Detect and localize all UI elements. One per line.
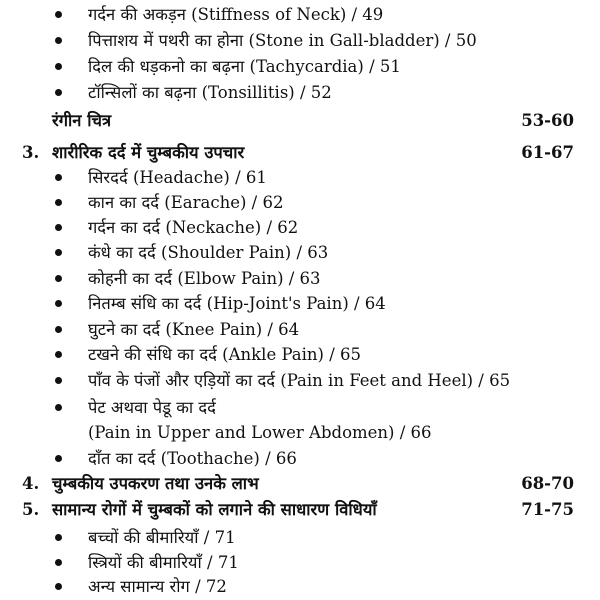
entry-title: रंगीन चित्र — [52, 111, 112, 130]
item-text: नितम्ब संधि का दर्द (Hip-Joint's Pain) / 64 — [88, 294, 386, 313]
list-item — [0, 446, 600, 472]
section-heading-4 — [0, 471, 600, 497]
section-heading-3 — [0, 140, 600, 166]
bullet-icon — [55, 11, 62, 18]
item-text: बच्चों की बीमारियाँ / 71 — [88, 528, 236, 547]
list-item — [0, 165, 600, 191]
bullet-icon — [55, 326, 62, 333]
list-item — [0, 525, 600, 551]
list-item — [0, 342, 600, 368]
list-item — [0, 2, 600, 28]
bullet-icon — [55, 300, 62, 307]
list-item — [0, 190, 600, 216]
bullet-icon — [55, 63, 62, 70]
list-item-continuation — [0, 420, 600, 446]
bullet-icon — [55, 404, 62, 411]
item-text: कान का दर्द (Earache) / 62 — [88, 193, 284, 212]
bullet-icon — [55, 351, 62, 358]
bullet-icon — [55, 275, 62, 282]
bullet-icon — [55, 559, 62, 566]
item-text: कोहनी का दर्द (Elbow Pain) / 63 — [88, 269, 321, 288]
item-text: (Pain in Upper and Lower Abdomen) / 66 — [88, 423, 432, 442]
item-text: सिरदर्द (Headache) / 61 — [88, 168, 267, 187]
section-title: शारीरिक दर्द में चुम्बकीय उपचार — [52, 143, 245, 162]
list-item — [0, 550, 600, 576]
item-text: अन्य सामान्य रोग / 72 — [88, 577, 227, 596]
item-text: गर्दन का दर्द (Neckache) / 62 — [88, 218, 299, 237]
page-range: 71-75 — [521, 500, 574, 519]
item-text: कंधे का दर्द (Shoulder Pain) / 63 — [88, 243, 329, 262]
bullet-icon — [55, 37, 62, 44]
page-range: 68-70 — [521, 474, 574, 493]
list-item — [0, 80, 600, 106]
list-item — [0, 240, 600, 266]
list-item — [0, 395, 600, 421]
section-title: चुम्बकीय उपकरण तथा उनके लाभ — [52, 474, 259, 493]
section-heading-5 — [0, 497, 600, 523]
colour-pages-entry — [0, 108, 600, 134]
item-text: पित्ताशय में पथरी का होना (Stone in Gall-bladder) / 50 — [88, 31, 477, 50]
page-range: 61-67 — [521, 143, 574, 162]
list-item — [0, 291, 600, 317]
item-text: स्त्रियों की बीमारियाँ / 71 — [88, 553, 239, 572]
bullet-icon — [55, 249, 62, 256]
item-text: दिल की धड़कनो का बढ़ना (Tachycardia) / 51 — [88, 57, 401, 76]
page-range: 53-60 — [521, 111, 574, 130]
bullet-icon — [55, 174, 62, 181]
item-text: टॉन्सिलों का बढ़ना (Tonsillitis) / 52 — [88, 83, 332, 102]
section-number: 5. — [22, 500, 40, 519]
item-text: दाँत का दर्द (Toothache) / 66 — [88, 449, 297, 468]
item-text: घुटने का दर्द (Knee Pain) / 64 — [88, 320, 300, 339]
bullet-icon — [55, 224, 62, 231]
list-item — [0, 215, 600, 241]
list-item — [0, 368, 600, 394]
bullet-icon — [55, 89, 62, 96]
section-number: 4. — [22, 474, 40, 493]
section-title: सामान्य रोगों में चुम्बकों को लगाने की साधारण विधियाँ — [52, 500, 377, 519]
bullet-icon — [55, 455, 62, 462]
bullet-icon — [55, 534, 62, 541]
list-item — [0, 317, 600, 343]
list-item — [0, 28, 600, 54]
section-number: 3. — [22, 143, 40, 162]
list-item — [0, 574, 600, 600]
item-text: टखने की संधि का दर्द (Ankle Pain) / 65 — [88, 345, 362, 364]
bullet-icon — [55, 583, 62, 590]
item-text: पेट अथवा पेडू का दर्द — [88, 398, 216, 417]
item-text: गर्दन की अकड़न (Stiffness of Neck) / 49 — [88, 5, 384, 24]
bullet-icon — [55, 199, 62, 206]
item-text: पाँव के पंजों और एड़ियों का दर्द (Pain in Feet and Heel) / 65 — [88, 371, 511, 390]
bullet-icon — [55, 377, 62, 384]
list-item — [0, 266, 600, 292]
list-item — [0, 54, 600, 80]
